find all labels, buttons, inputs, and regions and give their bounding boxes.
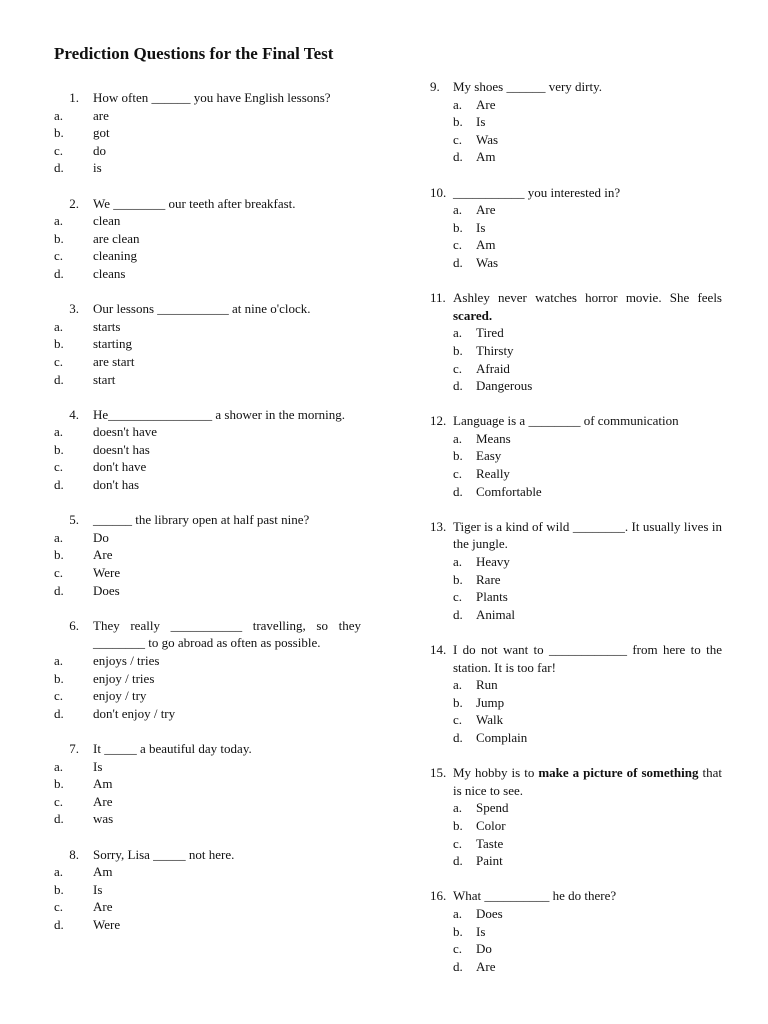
option-letter: d. — [453, 378, 463, 394]
option-letter: c. — [54, 688, 64, 704]
question-item — [430, 641, 722, 747]
answer-option — [54, 546, 361, 564]
option-text: start — [93, 371, 116, 387]
question-number: 14. — [430, 642, 447, 657]
question-text: He________________ a shower in the morning. — [93, 406, 346, 422]
answer-option — [430, 588, 722, 606]
option-text: Am — [93, 776, 113, 792]
option-letter: b. — [453, 817, 463, 833]
question-text: Language is a ________ of communication — [453, 413, 679, 429]
answer-option — [430, 465, 722, 483]
question-text-bold: make a picture of something — [538, 765, 699, 781]
option-letter: d. — [453, 853, 463, 869]
question-row — [54, 89, 361, 107]
option-text: Thirsty — [476, 342, 514, 358]
page-title: Prediction Questions for the Final Test — [54, 44, 334, 63]
option-letter: a. — [453, 554, 463, 570]
option-letter: b. — [54, 670, 64, 686]
question-text-part: My hobby is to — [453, 765, 539, 781]
answer-option — [54, 476, 361, 494]
answer-option — [54, 107, 361, 125]
option-text: Is — [93, 881, 103, 897]
option-text: don't enjoy / try — [93, 705, 176, 721]
question-item — [54, 89, 361, 177]
answer-option — [430, 254, 722, 272]
option-letter: c. — [453, 589, 463, 605]
answer-option — [430, 835, 722, 853]
answer-option — [54, 529, 361, 547]
option-letter: a. — [54, 758, 64, 774]
option-text: Is — [93, 758, 103, 774]
option-text: Does — [476, 905, 503, 921]
option-text: Is — [476, 219, 486, 235]
option-text: Means — [476, 430, 511, 446]
question-text: I do not want to ____________ from here to the station. It is too far! — [453, 642, 722, 675]
answer-option — [54, 793, 361, 811]
answer-option — [54, 564, 361, 582]
answer-option — [430, 360, 722, 378]
option-text: are clean — [93, 230, 140, 246]
answer-option — [430, 430, 722, 448]
answer-option — [430, 571, 722, 589]
option-text: got — [93, 125, 110, 141]
question-item — [430, 78, 722, 166]
answer-option — [430, 694, 722, 712]
option-text: Afraid — [476, 360, 510, 376]
option-letter: b. — [54, 776, 64, 792]
question-row — [430, 412, 722, 430]
answer-option — [430, 342, 722, 360]
answer-option — [430, 96, 722, 114]
option-letter: d. — [54, 265, 64, 281]
option-letter: a. — [54, 864, 64, 880]
option-letter: c. — [54, 353, 64, 369]
option-text: Am — [93, 864, 113, 880]
option-text: enjoy / try — [93, 688, 147, 704]
question-number: 4. — [69, 406, 79, 422]
question-text: How often ______ you have English lessons? — [93, 90, 331, 105]
option-text: Easy — [476, 448, 502, 464]
option-letter: a. — [54, 107, 64, 123]
answer-option — [54, 247, 361, 265]
option-letter: d. — [54, 477, 64, 493]
option-letter: a. — [453, 202, 463, 218]
question-number: 11. — [430, 290, 446, 306]
option-letter: d. — [54, 916, 64, 932]
option-letter: d. — [453, 958, 463, 974]
answer-option — [54, 142, 361, 160]
question-number: 9. — [430, 79, 440, 94]
option-text: starting — [93, 336, 132, 352]
option-letter: c. — [54, 142, 64, 158]
option-text: Were — [93, 565, 121, 581]
question-row — [430, 78, 722, 96]
question-row — [54, 511, 361, 529]
left-question-column — [54, 89, 361, 951]
option-letter: b. — [54, 547, 64, 563]
option-letter: b. — [54, 441, 64, 457]
option-text: Spend — [476, 800, 509, 816]
option-text: is — [93, 160, 102, 176]
option-text: Run — [476, 677, 498, 693]
question-row — [54, 740, 361, 758]
option-text: Tired — [476, 325, 504, 341]
option-letter: a. — [453, 905, 463, 921]
option-text: Heavy — [476, 554, 510, 570]
question-item — [54, 195, 361, 283]
answer-option — [54, 670, 361, 688]
option-letter: a. — [453, 677, 463, 693]
answer-option — [54, 458, 361, 476]
option-letter: b. — [453, 923, 463, 939]
answer-option — [54, 810, 361, 828]
answer-option — [54, 353, 361, 371]
question-row — [430, 641, 722, 676]
option-text: Are — [476, 202, 496, 218]
answer-option — [54, 705, 361, 723]
answer-option — [54, 652, 361, 670]
option-text: cleaning — [93, 248, 138, 264]
question-number: 5. — [69, 512, 79, 528]
option-letter: b. — [453, 694, 463, 710]
option-letter: c. — [54, 248, 64, 264]
option-text: clean — [93, 213, 121, 229]
question-text-bold: scared. — [453, 307, 493, 323]
question-text-part: Ashley never watches horror movie. She feels — [453, 290, 722, 306]
option-text: Plants — [476, 589, 508, 605]
option-text: Is — [476, 114, 486, 130]
answer-option — [430, 201, 722, 219]
answer-option — [430, 447, 722, 465]
option-text: don't have — [93, 459, 147, 475]
question-text: Tiger is a kind of wild ________. It usually lives in the jungle. — [453, 518, 722, 552]
option-text: enjoys / tries — [93, 653, 160, 668]
answer-option — [430, 219, 722, 237]
answer-option — [430, 377, 722, 395]
option-text: was — [93, 811, 114, 827]
answer-option — [54, 423, 361, 441]
option-letter: d. — [453, 149, 463, 165]
option-text: Does — [93, 582, 120, 598]
option-letter: c. — [453, 712, 463, 728]
answer-option — [430, 940, 722, 958]
answer-option — [54, 898, 361, 916]
option-letter: c. — [453, 835, 463, 851]
question-row — [54, 300, 361, 318]
option-letter: d. — [453, 606, 463, 622]
answer-option — [430, 606, 722, 624]
option-text: Are — [93, 793, 113, 809]
option-text: Rare — [476, 571, 501, 587]
question-text: What __________ he do there? — [453, 888, 617, 904]
question-number: 7. — [69, 740, 79, 756]
question-number: 2. — [69, 195, 79, 211]
answer-option — [54, 863, 361, 881]
option-letter: b. — [453, 448, 463, 464]
answer-option — [54, 916, 361, 934]
option-letter: a. — [453, 800, 463, 816]
question-item — [54, 511, 361, 599]
option-letter: d. — [54, 160, 64, 176]
option-letter: b. — [54, 336, 64, 352]
answer-option — [430, 131, 722, 149]
question-text: Sorry, Lisa _____ not here. — [93, 846, 235, 862]
question-number: 10. — [430, 184, 447, 200]
option-text: Paint — [476, 853, 503, 869]
answer-option — [54, 159, 361, 177]
question-number: 13. — [430, 518, 447, 534]
option-text: Was — [476, 131, 499, 147]
answer-option — [430, 483, 722, 501]
option-letter: d. — [54, 705, 64, 721]
question-item — [430, 412, 722, 500]
answer-option — [430, 905, 722, 923]
answer-option — [54, 881, 361, 899]
option-letter: a. — [54, 529, 64, 545]
option-text: are — [93, 107, 109, 123]
option-text: Walk — [476, 712, 504, 728]
answer-option — [430, 817, 722, 835]
option-text: Do — [93, 529, 109, 545]
answer-option — [430, 799, 722, 817]
answer-option — [430, 324, 722, 342]
question-item — [54, 406, 361, 494]
option-letter: a. — [453, 325, 463, 341]
question-row — [430, 764, 722, 799]
question-number: 12. — [430, 413, 447, 429]
option-text: Dangerous — [476, 378, 533, 394]
question-row — [54, 195, 361, 213]
option-letter: c. — [54, 793, 64, 809]
question-item — [430, 764, 722, 870]
question-text — [453, 289, 722, 324]
option-text: doesn't has — [93, 441, 150, 457]
question-row — [54, 406, 361, 424]
question-text: We ________ our teeth after breakfast. — [93, 195, 296, 211]
option-text: Jump — [476, 694, 505, 710]
option-text: Am — [476, 149, 496, 165]
answer-option — [54, 441, 361, 459]
question-row — [54, 846, 361, 864]
option-letter: c. — [453, 466, 463, 482]
option-letter: a. — [453, 430, 463, 446]
question-number: 16. — [430, 888, 447, 904]
option-text: Color — [476, 817, 506, 833]
answer-option — [54, 265, 361, 283]
question-text: They really ___________ travelling, so they ________ to go abroad as often as possible. — [93, 617, 361, 651]
answer-option — [430, 148, 722, 166]
answer-option — [54, 775, 361, 793]
option-letter: a. — [54, 213, 64, 229]
answer-option — [430, 553, 722, 571]
option-letter: d. — [54, 371, 64, 387]
answer-option — [430, 676, 722, 694]
question-row — [430, 289, 722, 324]
option-text: Was — [476, 254, 499, 270]
option-text: are start — [93, 353, 135, 369]
option-text: Animal — [476, 606, 515, 622]
option-text: starts — [93, 318, 121, 334]
option-text: do — [93, 142, 106, 158]
question-text-after: that is nice to see. — [453, 765, 723, 798]
option-letter: b. — [453, 114, 463, 130]
answer-option — [54, 318, 361, 336]
question-item — [54, 300, 361, 388]
option-letter: c. — [54, 459, 64, 475]
answer-option — [430, 958, 722, 976]
question-item — [54, 846, 361, 934]
option-letter: b. — [54, 881, 64, 897]
answer-option — [54, 758, 361, 776]
option-text: Are — [476, 958, 496, 974]
option-letter: c. — [453, 360, 463, 376]
question-item — [54, 617, 361, 723]
option-letter: a. — [453, 96, 463, 112]
option-text: Are — [93, 547, 113, 563]
question-item — [430, 887, 722, 975]
answer-option — [54, 687, 361, 705]
answer-option — [54, 582, 361, 600]
answer-option — [430, 852, 722, 870]
question-number: 6. — [69, 617, 79, 633]
question-number: 8. — [69, 846, 79, 862]
option-text: cleans — [93, 265, 126, 281]
option-text: Complain — [476, 729, 528, 745]
option-letter: d. — [453, 729, 463, 745]
option-text: Am — [476, 237, 496, 253]
question-row — [430, 887, 722, 905]
question-item — [430, 289, 722, 395]
option-letter: d. — [453, 254, 463, 270]
option-letter: c. — [453, 237, 463, 253]
option-letter: d. — [453, 483, 463, 499]
option-letter: b. — [453, 342, 463, 358]
option-text: Are — [476, 96, 496, 112]
question-row — [430, 518, 722, 553]
answer-option — [430, 923, 722, 941]
question-item — [430, 518, 722, 624]
option-text: Really — [476, 466, 510, 482]
option-letter: c. — [453, 131, 463, 147]
answer-option — [54, 371, 361, 389]
question-text — [453, 764, 722, 799]
question-number: 3. — [69, 301, 79, 317]
option-letter: a. — [54, 424, 64, 440]
option-letter: b. — [54, 125, 64, 141]
option-text: Comfortable — [476, 483, 542, 499]
option-text: Do — [476, 941, 492, 957]
answer-option — [54, 335, 361, 353]
answer-option — [430, 236, 722, 254]
question-item — [430, 184, 722, 272]
option-letter: c. — [54, 565, 64, 581]
option-letter: b. — [453, 219, 463, 235]
option-letter: b. — [54, 230, 64, 246]
answer-option — [430, 729, 722, 747]
answer-option — [430, 113, 722, 131]
option-text: Is — [476, 923, 486, 939]
question-row — [54, 617, 361, 652]
option-text: doesn't have — [93, 424, 158, 440]
question-text: ___________ you interested in? — [453, 184, 621, 200]
answer-option — [54, 212, 361, 230]
option-letter: b. — [453, 571, 463, 587]
answer-option — [430, 711, 722, 729]
option-text: Taste — [476, 835, 504, 851]
option-text: enjoy / tries — [93, 670, 155, 686]
option-letter: a. — [54, 653, 64, 668]
question-row — [430, 184, 722, 202]
option-text: Were — [93, 916, 121, 932]
question-text: Our lessons ___________ at nine o'clock. — [93, 301, 311, 317]
option-text: don't has — [93, 477, 140, 493]
option-letter: d. — [54, 811, 64, 827]
option-letter: d. — [54, 582, 64, 598]
question-text: My shoes ______ very dirty. — [453, 79, 603, 94]
question-text: ______ the library open at half past nine? — [93, 512, 310, 528]
option-letter: c. — [453, 941, 463, 957]
right-question-column — [430, 78, 722, 993]
answer-option — [54, 124, 361, 142]
question-number: 15. — [430, 765, 447, 781]
option-text: Are — [93, 899, 113, 915]
question-item — [54, 740, 361, 828]
question-text: It _____ a beautiful day today. — [93, 740, 252, 756]
option-letter: a. — [54, 318, 64, 334]
question-number: 1. — [69, 90, 79, 105]
answer-option — [54, 230, 361, 248]
option-letter: c. — [54, 899, 64, 915]
